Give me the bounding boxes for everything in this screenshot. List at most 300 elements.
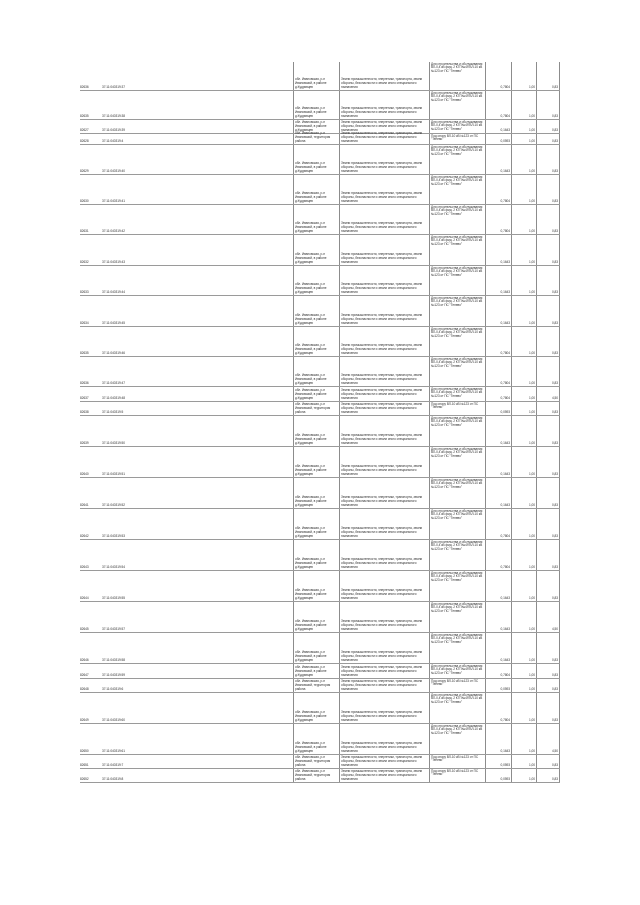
land-registry-table xyxy=(80,62,560,783)
address-cell xyxy=(293,327,339,356)
area-cell-text: 0,7804 xyxy=(500,533,510,538)
factor-1-cell-text: 1,00 xyxy=(528,113,535,118)
permitted-use-cell-text: Для строительства и обслуживания ВЛ-0,4 кВ фид. 2 КТП№49 ВЛ-10 кВ №123 от ПС "Тенево" xyxy=(431,570,483,583)
area-cell-text: 0,0593 xyxy=(500,409,510,414)
row-number xyxy=(80,724,102,754)
factor-2-cell xyxy=(536,769,560,782)
factor-1-cell-text: 1,00 xyxy=(528,350,535,355)
address-cell-text: обл. Ивановская, р-н Ивановский, в районе д.Кудрявцев xyxy=(295,525,327,538)
cadastral-number-text: 37:11:040319:51 xyxy=(102,471,125,476)
row-number-text: 82641 xyxy=(80,502,89,507)
cadastral-number xyxy=(102,724,158,754)
address-cell-text: обл. Ивановская, р-н Ивановский, в районе д.Кудрявцев xyxy=(295,119,327,132)
address-cell-text: обл. Ивановская, р-н Ивановский, в районе д.Кудрявцев xyxy=(295,387,327,400)
factor-2-cell xyxy=(536,447,560,477)
permitted-use-cell-text: Для строительства и обслуживания ВЛ-0,4 кВ фид. 2 КТП№49 ВЛ-10 кВ №123 от ПС "Тенево" xyxy=(431,119,483,132)
factor-1-cell-text: 1,00 xyxy=(528,409,535,414)
table-row xyxy=(80,769,560,783)
area-cell xyxy=(485,509,511,539)
cadastral-number-text: 37:11:040319:55 xyxy=(102,595,125,600)
cadastral-number xyxy=(102,134,158,144)
land-category-cell xyxy=(339,509,429,539)
row-number xyxy=(80,296,102,326)
permitted-use-cell-text: Под опору ВЛ-10 кВ №123 от ПС "Тенево" xyxy=(431,133,479,142)
area-cell-text: 0,1643 xyxy=(500,471,510,476)
cadastral-number-text: 37:11:040319:61 xyxy=(102,748,125,753)
factor-1-cell xyxy=(511,724,536,754)
row-number xyxy=(80,755,102,768)
factor-1-cell xyxy=(511,679,536,692)
empty-cell xyxy=(158,327,293,356)
factor-2-cell-text: 0,83 xyxy=(551,320,558,325)
factor-2-cell xyxy=(536,175,560,204)
cadastral-number xyxy=(102,769,158,782)
permitted-use-cell-text: Для строительства и обслуживания ВЛ-0,4 кВ фид. 2 КТП№49 ВЛ-10 кВ №123 от ПС "Тенево" xyxy=(431,174,483,187)
row-number xyxy=(80,679,102,692)
area-cell-text: 0,7804 xyxy=(500,672,510,677)
empty-cell xyxy=(158,402,293,415)
empty-cell xyxy=(158,540,293,570)
area-cell-text: 0,1643 xyxy=(500,626,510,631)
address-cell-text: обл. Ивановская, р-н Ивановский, в районе д.Кудрявцев xyxy=(295,432,327,445)
area-cell xyxy=(485,571,511,601)
cadastral-number-text: 37:11:040319:58 xyxy=(102,657,125,662)
row-number-text: 82644 xyxy=(80,595,89,600)
permitted-use-cell-text: Для строительства и обслуживания ВЛ-0,4 кВ фид. 2 КТП№49 ВЛ-10 кВ №123 от ПС "Тенево" xyxy=(431,265,483,278)
table-row xyxy=(80,633,560,664)
land-category-cell xyxy=(339,769,429,782)
factor-2-cell xyxy=(536,134,560,144)
permitted-use-cell xyxy=(429,755,485,768)
address-cell xyxy=(293,296,339,326)
address-cell xyxy=(293,91,339,119)
permitted-use-cell xyxy=(429,540,485,570)
factor-2-cell xyxy=(536,755,560,768)
address-cell xyxy=(293,664,339,678)
factor-2-cell xyxy=(536,387,560,401)
factor-2-cell xyxy=(536,327,560,356)
table-row xyxy=(80,509,560,540)
cadastral-number xyxy=(102,235,158,265)
factor-2-cell-text: 0,83 xyxy=(551,259,558,264)
permitted-use-cell-text: Для строительства и обслуживания ВЛ-0,4 кВ фид. 2 КТП№49 ВЛ-10 кВ №123 от ПС "Тенево" xyxy=(431,539,483,552)
factor-2-cell-text: 0,83 xyxy=(551,533,558,538)
area-cell-text: 0,1643 xyxy=(500,289,510,294)
factor-2-cell xyxy=(536,478,560,508)
area-cell xyxy=(485,175,511,204)
cadastral-number-text: 37:11:040319:59 xyxy=(102,672,125,677)
permitted-use-cell-text: Под опору ВЛ-10 кВ №123 от ПС "Тенево" xyxy=(431,401,479,410)
cadastral-number xyxy=(102,327,158,356)
factor-1-cell xyxy=(511,91,536,119)
row-number xyxy=(80,327,102,356)
land-category-cell-text: Земли промышленности, энергетики, транспорта, земли обороны, безопасности и земли иного специального назначения xyxy=(341,76,423,89)
factor-1-cell-text: 1,00 xyxy=(528,138,535,143)
address-cell xyxy=(293,145,339,174)
area-cell xyxy=(485,540,511,570)
cadastral-number-text: 37:11:040319:57 xyxy=(102,626,125,631)
address-cell xyxy=(293,769,339,782)
row-number xyxy=(80,509,102,539)
land-category-cell-text: Земли промышленности, энергетики, транспорта, земли обороны, безопасности и земли иного специального назначения xyxy=(341,664,423,677)
permitted-use-cell-text: Для строительства и обслуживания ВЛ-0,4 кВ фид. 2 КТП№49 ВЛ-10 кВ №123 от ПС "Тенево" xyxy=(431,234,483,247)
land-category-cell-text: Земли промышленности, энергетики, транспорта, земли обороны, безопасности и земли иного специального назначения xyxy=(341,432,423,445)
factor-2-cell xyxy=(536,724,560,754)
factor-1-cell-text: 1,00 xyxy=(528,127,535,132)
address-cell xyxy=(293,679,339,692)
empty-cell xyxy=(158,755,293,768)
empty-cell xyxy=(158,769,293,782)
empty-cell xyxy=(158,447,293,477)
cadastral-number xyxy=(102,679,158,692)
row-number xyxy=(80,235,102,265)
land-category-cell xyxy=(339,402,429,415)
area-cell-text: 0,1643 xyxy=(500,502,510,507)
permitted-use-cell-text: Для строительства и обслуживания ВЛ-0,4 кВ фид. 2 КТП№49 ВЛ-10 кВ №123 от ПС "Тенево" xyxy=(431,61,483,74)
permitted-use-cell xyxy=(429,571,485,601)
table-row xyxy=(80,602,560,633)
row-number xyxy=(80,91,102,119)
land-category-cell xyxy=(339,755,429,768)
factor-2-cell-text: 0,83 xyxy=(551,762,558,767)
table-row xyxy=(80,416,560,447)
row-number-text: 82648 xyxy=(80,686,89,691)
permitted-use-cell xyxy=(429,387,485,401)
factor-2-cell xyxy=(536,120,560,133)
permitted-use-cell xyxy=(429,62,485,90)
area-cell xyxy=(485,296,511,326)
area-cell xyxy=(485,447,511,477)
row-number-text: 82633 xyxy=(80,289,89,294)
empty-cell xyxy=(158,664,293,678)
factor-2-cell xyxy=(536,266,560,295)
land-category-cell xyxy=(339,205,429,234)
table-row xyxy=(80,540,560,571)
cadastral-number xyxy=(102,633,158,663)
factor-1-cell-text: 1,00 xyxy=(528,380,535,385)
cadastral-number-text: 37:11:040319:47 xyxy=(102,380,125,385)
permitted-use-cell xyxy=(429,145,485,174)
permitted-use-cell xyxy=(429,134,485,144)
factor-1-cell-text: 1,00 xyxy=(528,502,535,507)
cadastral-number-text: 37:11:040319:8 xyxy=(102,776,124,781)
area-cell-text: 0,1643 xyxy=(500,320,510,325)
table-row xyxy=(80,130,560,145)
cadastral-number-text: 37:11:040319:41 xyxy=(102,198,125,203)
factor-1-cell-text: 1,00 xyxy=(528,440,535,445)
empty-cell xyxy=(158,357,293,386)
factor-2-cell-text: 0,83 xyxy=(551,127,558,132)
area-cell-text: 0,1643 xyxy=(500,127,510,132)
cadastral-number xyxy=(102,357,158,386)
land-category-cell-text: Земли промышленности, энергетики, транспорта, земли обороны, безопасности и земли иного специального назначения xyxy=(341,342,423,355)
address-cell-text: обл. Ивановская, р-н Ивановский, в районе д.Кудрявцев xyxy=(295,587,327,600)
permitted-use-cell-text: Для строительства и обслуживания ВЛ-0,4 кВ фид. 2 КТП№49 ВЛ-10 кВ №123 от ПС "Тенево" xyxy=(431,415,483,428)
area-cell xyxy=(485,62,511,90)
area-cell xyxy=(485,679,511,692)
address-cell-text: обл. Ивановская, р-н Ивановский, в районе д.Кудрявцев xyxy=(295,463,327,476)
empty-cell xyxy=(158,205,293,234)
factor-2-cell xyxy=(536,509,560,539)
area-cell-text: 0,1643 xyxy=(500,259,510,264)
row-number xyxy=(80,416,102,446)
table-row xyxy=(80,387,560,402)
empty-cell xyxy=(158,416,293,446)
land-category-cell-text: Земли промышленности, энергетики, транспорта, земли обороны, безопасности и земли иного специального назначения xyxy=(341,160,423,173)
factor-1-cell-text: 1,00 xyxy=(528,395,535,400)
cadastral-number xyxy=(102,540,158,570)
row-number-text: 82643 xyxy=(80,564,89,569)
land-category-cell xyxy=(339,296,429,326)
factor-1-cell-text: 1,00 xyxy=(528,168,535,173)
area-cell xyxy=(485,205,511,234)
row-number xyxy=(80,447,102,477)
row-number-text: 82634 xyxy=(80,320,89,325)
row-number xyxy=(80,134,102,144)
address-cell xyxy=(293,130,339,144)
table-row xyxy=(80,664,560,679)
land-category-cell-text: Земли промышленности, энергетики, транспорта, земли обороны, безопасности и земли иного специального назначения xyxy=(341,105,423,118)
address-cell-text: обл. Ивановская, р-н Ивановский, территория района xyxy=(295,678,331,691)
empty-cell xyxy=(158,235,293,265)
factor-1-cell xyxy=(511,416,536,446)
address-cell-text: обл. Ивановская, р-н Ивановский, в районе д.Кудрявцев xyxy=(295,494,327,507)
empty-cell xyxy=(158,134,293,144)
table-row xyxy=(80,205,560,235)
factor-1-cell-text: 1,00 xyxy=(528,564,535,569)
area-cell xyxy=(485,357,511,386)
factor-1-cell-text: 1,00 xyxy=(528,595,535,600)
factor-1-cell xyxy=(511,602,536,632)
empty-cell xyxy=(158,91,293,119)
empty-cell xyxy=(158,478,293,508)
permitted-use-cell-text: Для строительства и обслуживания ВЛ-0,4 кВ фид. 2 КТП№49 ВЛ-10 кВ №123 от ПС "Тенево" xyxy=(431,144,483,157)
factor-2-cell-text: 0,83 xyxy=(551,686,558,691)
area-cell xyxy=(485,235,511,265)
factor-1-cell xyxy=(511,402,536,415)
permitted-use-cell xyxy=(429,357,485,386)
table-row xyxy=(80,693,560,724)
empty-cell xyxy=(158,296,293,326)
area-cell xyxy=(485,91,511,119)
permitted-use-cell xyxy=(429,724,485,754)
row-number-text: 82650 xyxy=(80,748,89,753)
factor-1-cell xyxy=(511,571,536,601)
factor-1-cell xyxy=(511,447,536,477)
factor-1-cell xyxy=(511,175,536,204)
factor-2-cell-text: 0,83 xyxy=(551,350,558,355)
factor-2-cell-text: 0,83 xyxy=(551,672,558,677)
area-cell-text: 0,1643 xyxy=(500,657,510,662)
empty-cell xyxy=(158,509,293,539)
address-cell-text: обл. Ивановская, р-н Ивановский, в районе д.Кудрявцев xyxy=(295,342,327,355)
address-cell-text: обл. Ивановская, р-н Ивановский, в районе д.Кудрявцев xyxy=(295,664,327,677)
factor-1-cell xyxy=(511,357,536,386)
cadastral-number xyxy=(102,205,158,234)
factor-2-cell xyxy=(536,416,560,446)
address-cell xyxy=(293,633,339,663)
land-category-cell xyxy=(339,357,429,386)
area-cell xyxy=(485,327,511,356)
permitted-use-cell-text: Под опору ВЛ-10 кВ №123 от ПС "Тенево" xyxy=(431,678,479,687)
cadastral-number xyxy=(102,509,158,539)
address-cell-text: обл. Ивановская, р-н Ивановский, территория района xyxy=(295,754,331,767)
land-category-cell-text: Земли промышленности, энергетики, транспорта, земли обороны, безопасности и земли иного специального назначения xyxy=(341,754,423,767)
cadastral-number-text: 37:11:040319:42 xyxy=(102,228,125,233)
empty-cell xyxy=(158,724,293,754)
row-number-text: 82647 xyxy=(80,672,89,677)
land-category-cell xyxy=(339,145,429,174)
table-row xyxy=(80,266,560,296)
area-cell-text: 0,1643 xyxy=(500,595,510,600)
empty-cell xyxy=(158,602,293,632)
table-row xyxy=(80,679,560,693)
factor-1-cell xyxy=(511,296,536,326)
factor-1-cell xyxy=(511,266,536,295)
factor-1-cell xyxy=(511,387,536,401)
factor-1-cell-text: 1,00 xyxy=(528,320,535,325)
land-category-cell xyxy=(339,235,429,265)
cadastral-number xyxy=(102,175,158,204)
area-cell-text: 0,0593 xyxy=(500,776,510,781)
address-cell-text: обл. Ивановская, р-н Ивановский, в районе д.Кудрявцев xyxy=(295,105,327,118)
cadastral-number-text: 37:11:040319:40 xyxy=(102,168,125,173)
permitted-use-cell xyxy=(429,769,485,782)
factor-1-cell-text: 1,00 xyxy=(528,533,535,538)
area-cell-text: 0,7804 xyxy=(500,84,510,89)
permitted-use-cell xyxy=(429,478,485,508)
area-cell-text: 0,7804 xyxy=(500,395,510,400)
factor-1-cell xyxy=(511,755,536,768)
permitted-use-cell xyxy=(429,327,485,356)
address-cell-text: обл. Ивановская, р-н Ивановский, в районе д.Кудрявцев xyxy=(295,281,327,294)
address-cell xyxy=(293,175,339,204)
table-row xyxy=(80,235,560,266)
table-row xyxy=(80,327,560,357)
cadastral-number xyxy=(102,755,158,768)
address-cell-text: обл. Ивановская, р-н Ивановский, территория района xyxy=(295,130,331,143)
row-number-text: 82631 xyxy=(80,228,89,233)
factor-2-cell-text: 0,83 xyxy=(551,198,558,203)
cadastral-number xyxy=(102,266,158,295)
area-cell-text: 0,0593 xyxy=(500,686,510,691)
factor-1-cell-text: 1,00 xyxy=(528,672,535,677)
land-category-cell-text: Земли промышленности, энергетики, транспорта, земли обороны, безопасности и земли иного специального назначения xyxy=(341,463,423,476)
address-cell xyxy=(293,266,339,295)
permitted-use-cell xyxy=(429,664,485,678)
factor-2-cell-text: 4,50 xyxy=(551,626,558,631)
empty-cell xyxy=(158,175,293,204)
cadastral-number-text: 37:11:040319:4 xyxy=(102,138,124,143)
land-category-cell-text: Земли промышленности, энергетики, транспорта, земли обороны, безопасности и земли иного специального назначения xyxy=(341,190,423,203)
factor-2-cell xyxy=(536,633,560,663)
land-category-cell-text: Земли промышленности, энергетики, транспорта, земли обороны, безопасности и земли иного специального назначения xyxy=(341,312,423,325)
permitted-use-cell-text: Для строительства и обслуживания ВЛ-0,4 кВ фид. 2 КТП№49 ВЛ-10 кВ №123 от ПС "Тенево" xyxy=(431,295,483,308)
factor-2-cell-text: 4,50 xyxy=(551,395,558,400)
factor-2-cell-text: 0,83 xyxy=(551,228,558,233)
area-cell-text: 0,1643 xyxy=(500,168,510,173)
cadastral-number-text: 37:11:040319:7 xyxy=(102,762,124,767)
address-cell xyxy=(293,402,339,415)
land-category-cell-text: Земли промышленности, энергетики, транспорта, земли обороны, безопасности и земли иного специального назначения xyxy=(341,678,423,691)
row-number-text: 82645 xyxy=(80,626,89,631)
factor-2-cell-text: 0,83 xyxy=(551,440,558,445)
factor-1-cell-text: 1,00 xyxy=(528,198,535,203)
permitted-use-cell xyxy=(429,266,485,295)
table-row xyxy=(80,62,560,91)
permitted-use-cell xyxy=(429,402,485,415)
permitted-use-cell-text: Для строительства и обслуживания ВЛ-0,4 кВ фид. 2 КТП№49 ВЛ-10 кВ №123 от ПС "Тенево" xyxy=(431,508,483,521)
address-cell-text: обл. Ивановская, р-н Ивановский, в районе д.Кудрявцев xyxy=(295,709,327,722)
factor-2-cell xyxy=(536,664,560,678)
factor-2-cell-text: 0,83 xyxy=(551,380,558,385)
land-category-cell xyxy=(339,602,429,632)
permitted-use-cell xyxy=(429,509,485,539)
row-number xyxy=(80,266,102,295)
area-cell-text: 0,1643 xyxy=(500,440,510,445)
land-category-cell xyxy=(339,633,429,663)
factor-1-cell xyxy=(511,664,536,678)
land-category-cell xyxy=(339,91,429,119)
land-category-cell-text: Земли промышленности, энергетики, транспорта, земли обороны, безопасности и земли иного специального назначения xyxy=(341,281,423,294)
factor-1-cell-text: 1,00 xyxy=(528,259,535,264)
table-row xyxy=(80,571,560,602)
row-number xyxy=(80,693,102,723)
permitted-use-cell-text: Для строительства и обслуживания ВЛ-0,4 кВ фид. 2 КТП№49 ВЛ-10 кВ №123 от ПС "Тенево" xyxy=(431,632,483,645)
factor-2-cell-text: 0,83 xyxy=(551,776,558,781)
row-number xyxy=(80,145,102,174)
permitted-use-cell xyxy=(429,602,485,632)
address-cell xyxy=(293,478,339,508)
factor-2-cell-text: 0,83 xyxy=(551,657,558,662)
factor-2-cell-text: 0,83 xyxy=(551,168,558,173)
land-category-cell-text: Земли промышленности, энергетики, транспорта, земли обороны, безопасности и земли иного специального назначения xyxy=(341,401,423,414)
land-category-cell-text: Земли промышленности, энергетики, транспорта, земли обороны, безопасности и земли иного специального назначения xyxy=(341,709,423,722)
area-cell xyxy=(485,633,511,663)
permitted-use-cell xyxy=(429,205,485,234)
table-row xyxy=(80,145,560,175)
row-number xyxy=(80,769,102,782)
area-cell xyxy=(485,724,511,754)
land-category-cell-text: Земли промышленности, энергетики, транспорта, земли обороны, безопасности и земли иного специального назначения xyxy=(341,372,423,385)
row-number-text: 82636 xyxy=(80,84,89,89)
land-category-cell-text: Земли промышленности, энергетики, транспорта, земли обороны, безопасности и земли иного специального назначения xyxy=(341,556,423,569)
factor-1-cell-text: 1,00 xyxy=(528,471,535,476)
row-number-text: 82638 xyxy=(80,409,89,414)
row-number xyxy=(80,387,102,401)
address-cell xyxy=(293,602,339,632)
address-cell xyxy=(293,357,339,386)
land-category-cell-text: Земли промышленности, энергетики, транспорта, земли обороны, безопасности и земли иного специального назначения xyxy=(341,387,423,400)
land-category-cell-text: Земли промышленности, энергетики, транспорта, земли обороны, безопасности и земли иного специального назначения xyxy=(341,618,423,631)
factor-1-cell-text: 1,00 xyxy=(528,762,535,767)
row-number xyxy=(80,357,102,386)
address-cell xyxy=(293,693,339,723)
address-cell xyxy=(293,724,339,754)
factor-2-cell xyxy=(536,145,560,174)
land-category-cell xyxy=(339,62,429,90)
address-cell-text: обл. Ивановская, р-н Ивановский, территория района xyxy=(295,401,331,414)
cadastral-number xyxy=(102,120,158,133)
factor-2-cell xyxy=(536,235,560,265)
area-cell xyxy=(485,145,511,174)
row-number xyxy=(80,62,102,90)
factor-2-cell xyxy=(536,402,560,415)
factor-2-cell xyxy=(536,679,560,692)
address-cell-text: обл. Ивановская, р-н Ивановский, в районе д.Кудрявцев xyxy=(295,220,327,233)
cadastral-number xyxy=(102,571,158,601)
area-cell-text: 0,7804 xyxy=(500,717,510,722)
